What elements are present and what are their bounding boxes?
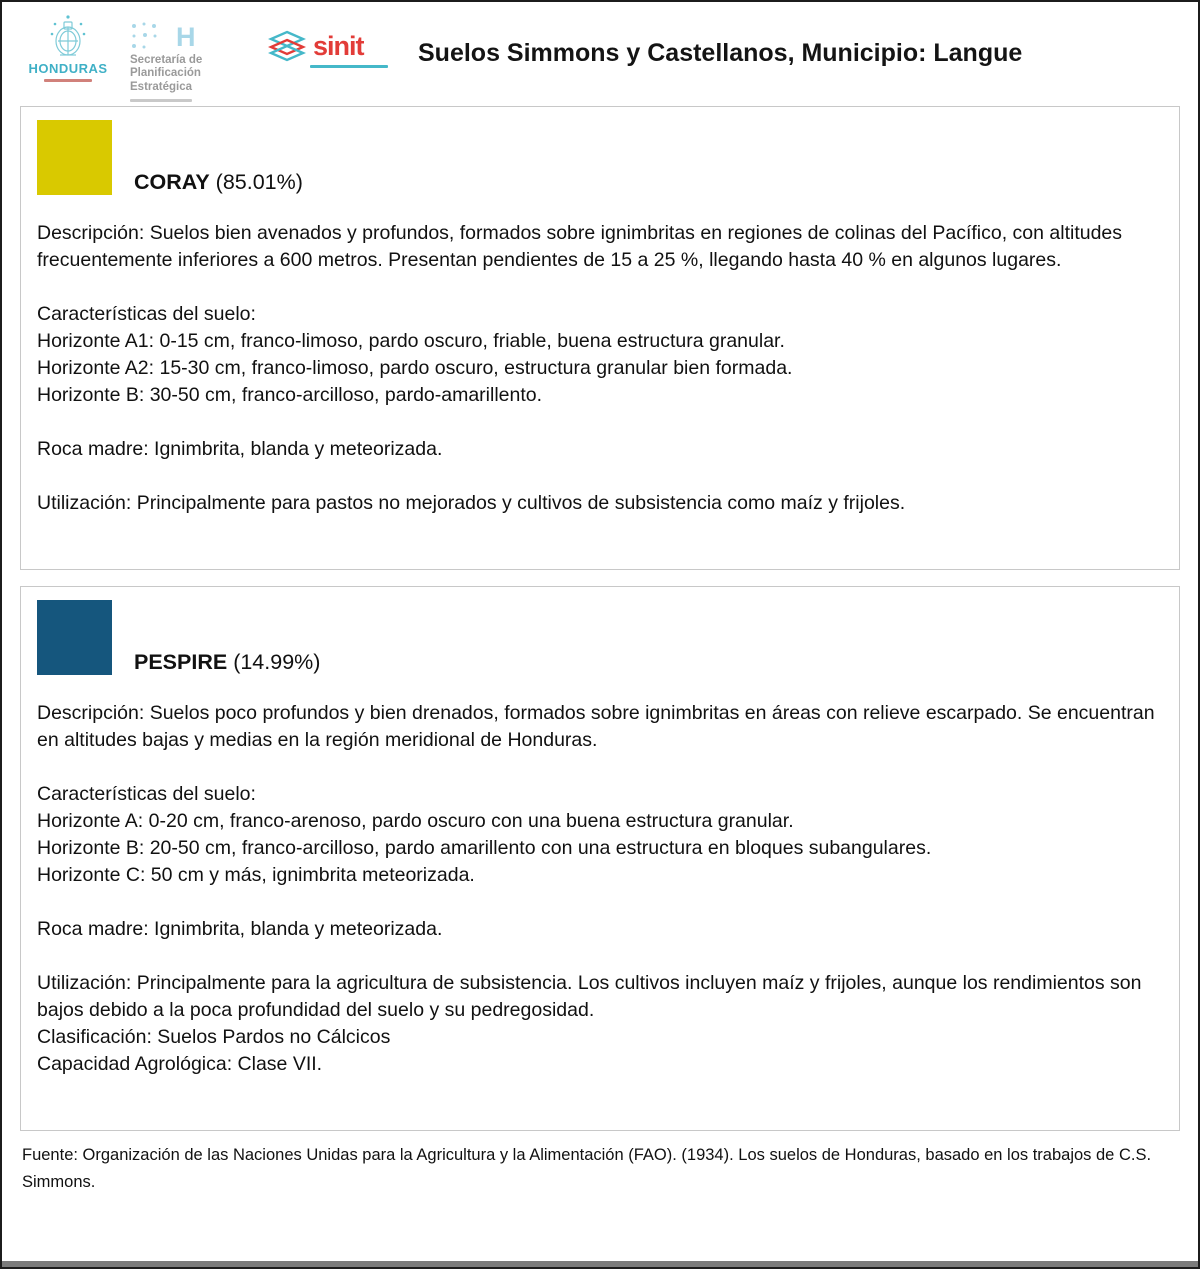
roca-madre-text: Roca madre: Ignimbrita, blanda y meteorizada. (37, 438, 443, 460)
utilizacion-block (37, 970, 1164, 1078)
caracteristicas-title: Características del suelo: (37, 783, 256, 805)
honduras-logo-subtext (44, 79, 92, 82)
sinit-logo (268, 14, 388, 68)
planificacion-h-letter: H (176, 21, 196, 52)
soil-name: CORAY (134, 170, 210, 194)
dots-pattern-icon (130, 20, 170, 50)
logo-group (28, 14, 388, 103)
honduras-logo (28, 14, 108, 82)
soil-percent: (85.01%) (215, 170, 303, 194)
honduras-logo-label: HONDURAS (28, 60, 108, 76)
soil-percent: (14.99%) (233, 650, 321, 674)
description-block (37, 700, 1164, 754)
horizonte-line: Horizonte C: 50 cm y más, ignimbrita meteorizada. (37, 864, 475, 886)
utilizacion-block (37, 490, 1164, 517)
footer (22, 1142, 1178, 1196)
coray-color-swatch (37, 120, 112, 195)
capacidad-agrologica-text: Capacidad Agrológica: Clase VII. (37, 1053, 323, 1075)
soil-card-pespire (20, 586, 1180, 1131)
description-text: Descripción: Suelos poco profundos y bien drenados, formados sobre ignimbritas en áreas con relieve escarpado. Se encuentran en altitudes bajas y medias en la región meridional de Honduras. (37, 702, 1155, 751)
sinit-layers-icon (268, 30, 306, 62)
planificacion-line1: Secretaría de (130, 53, 203, 66)
caracteristicas-block (37, 781, 1164, 889)
card-head (37, 600, 1164, 675)
clasificacion-text: Clasificación: Suelos Pardos no Cálcicos (37, 1026, 391, 1048)
planificacion-logo-mark (130, 20, 196, 50)
bottom-bar (2, 1261, 1198, 1267)
description-block (37, 220, 1164, 274)
roca-madre-block (37, 436, 1164, 463)
planificacion-logo-label (130, 54, 202, 95)
soil-card-coray (20, 106, 1180, 570)
planificacion-logo (130, 14, 242, 103)
header (2, 2, 1198, 106)
card-title (134, 170, 303, 195)
planificacion-line2: Planificación (130, 67, 201, 80)
page-title: Suelos Simmons y Castellanos, Municipio: Langue (418, 38, 1023, 67)
horizonte-line: Horizonte B: 30-50 cm, franco-arcilloso, pardo-amarillento. (37, 384, 543, 406)
description-text: Descripción: Suelos bien avenados y profundos, formados sobre ignimbritas en regiones de colinas del Pacífico, con altitudes frecuentemente inferiores a 600 metros. Presentan pendientes de 15 a 25 %, llegando hasta 40 % en algunos lugares. (37, 222, 1123, 271)
caracteristicas-block (37, 301, 1164, 409)
card-head (37, 120, 1164, 195)
roca-madre-text: Roca madre: Ignimbrita, blanda y meteorizada. (37, 918, 443, 940)
utilizacion-text: Utilización: Principalmente para la agricultura de subsistencia. Los cultivos incluyen maíz y frijoles, aunque los rendimientos son bajos debido a la poca profundidad del suelo y su pedregosidad. (37, 972, 1142, 1021)
soil-name: PESPIRE (134, 650, 228, 674)
horizonte-line: Horizonte B: 20-50 cm, franco-arcilloso, pardo amarillento con una estructura en bloques subangulares. (37, 837, 932, 859)
card-title (134, 650, 320, 675)
utilizacion-text: Utilización: Principalmente para pastos no mejorados y cultivos de subsistencia como maíz y frijoles. (37, 492, 906, 514)
sinit-logo-label: sinit (313, 30, 364, 61)
horizonte-line: Horizonte A: 0-20 cm, franco-arenoso, pardo oscuro con una buena estructura granular. (37, 810, 794, 832)
sinit-logo-subtext (310, 65, 388, 68)
planificacion-logo-subtext (130, 99, 192, 102)
pespire-color-swatch (37, 600, 112, 675)
caracteristicas-title: Características del suelo: (37, 303, 256, 325)
source-citation: Fuente: Organización de las Naciones Unidas para la Agricultura y la Alimentación (FAO). (1934). Los suelos de Honduras, basado en los trabajos de C.S. Simmons. (22, 1146, 1152, 1191)
horizonte-line: Horizonte A1: 0-15 cm, franco-limoso, pardo oscuro, friable, buena estructura granular. (37, 330, 785, 352)
honduras-coat-of-arms-icon (45, 14, 91, 60)
horizonte-line: Horizonte A2: 15-30 cm, franco-limoso, pardo oscuro, estructura granular bien formada. (37, 357, 793, 379)
planificacion-line3: Estratégica (130, 80, 193, 93)
roca-madre-block (37, 916, 1164, 943)
